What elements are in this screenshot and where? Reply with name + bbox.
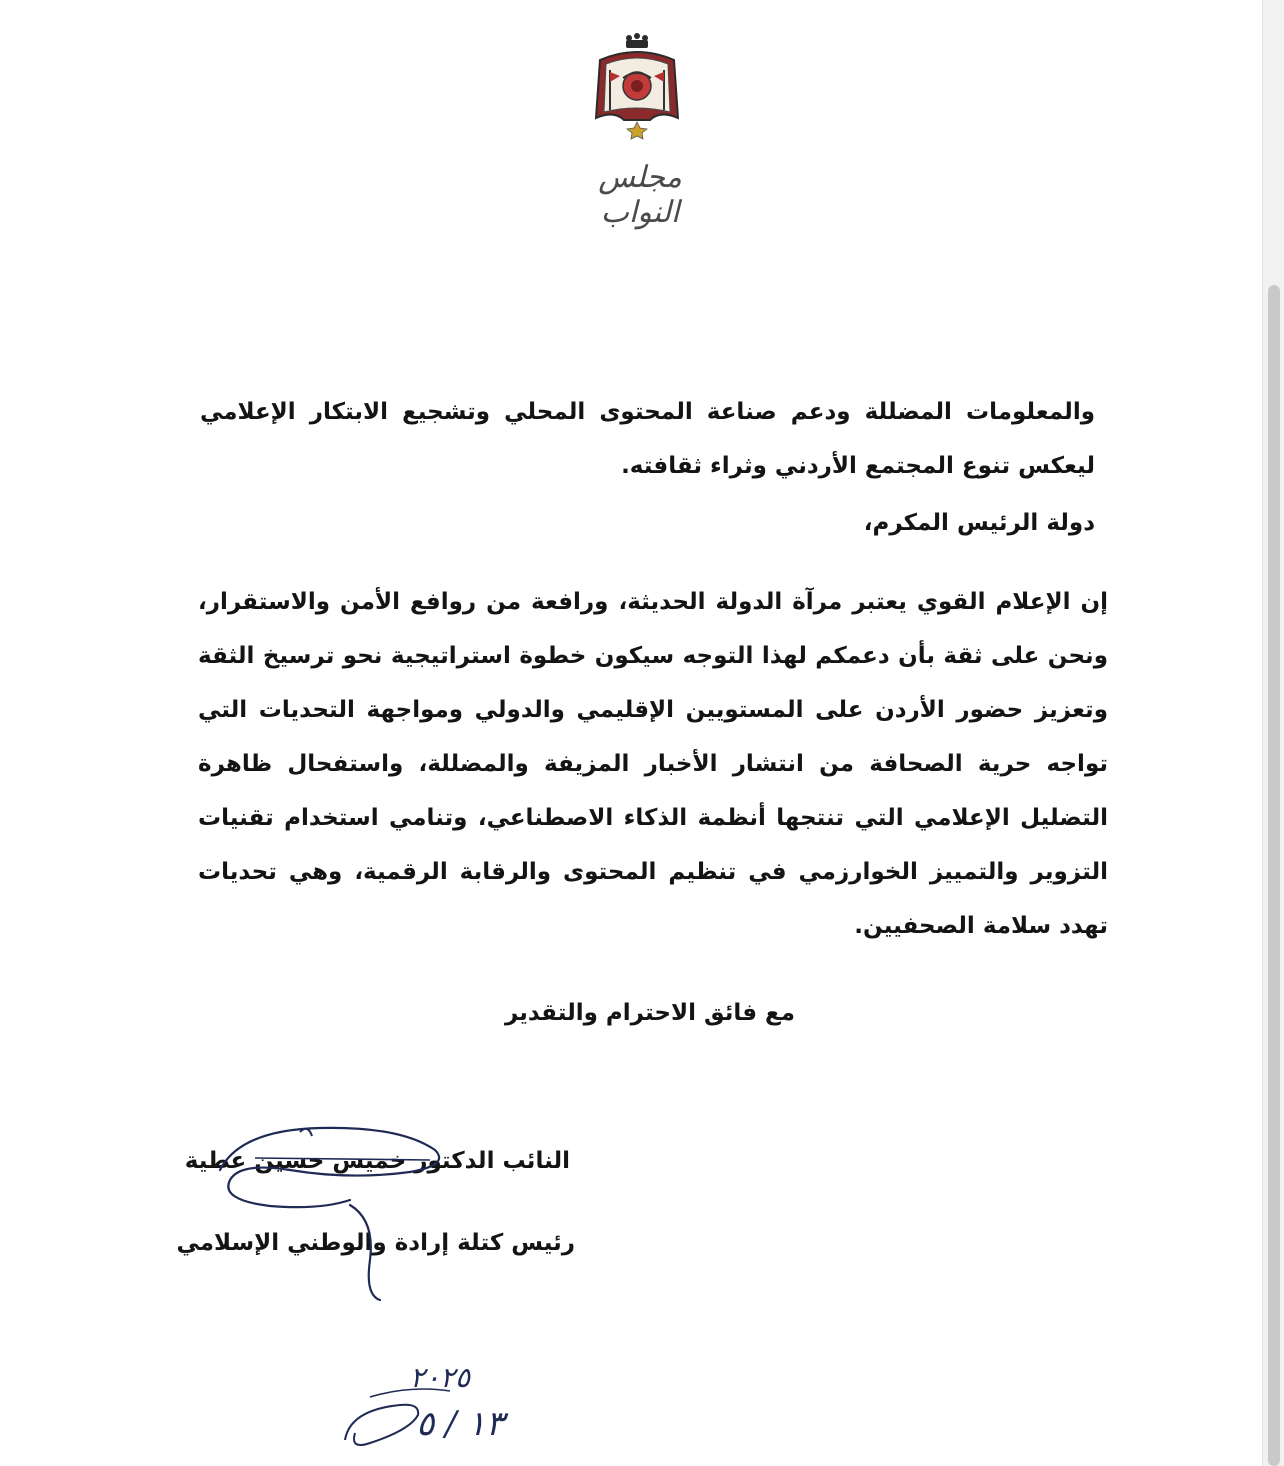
- handwritten-date-year: ٢٠٢٥: [409, 1361, 471, 1394]
- salutation: دولة الرئيس المكرم،: [863, 510, 1095, 536]
- signatory-title: رئيس كتلة إرادة والوطني الإسلامي: [176, 1230, 575, 1256]
- closing-line: مع فائق الاحترام والتقدير: [504, 1000, 795, 1026]
- scrollbar-thumb[interactable]: [1268, 285, 1280, 1466]
- vertical-scrollbar[interactable]: [1262, 0, 1284, 1466]
- council-name: مجلس النواب: [598, 160, 682, 230]
- signatory-name: النائب الدكتور خميس حسين عطية: [184, 1148, 570, 1174]
- paragraph-1: والمعلومات المضللة ودعم صناعة المحتوى المحلي وتشجيع الابتكار الإعلامي ليعكس تنوع المجتمع الأردني وثراء ثقافته.: [200, 399, 1095, 479]
- paragraph-2: إن الإعلام القوي يعتبر مرآة الدولة الحديثة، ورافعة من روافع الأمن والاستقرار، ونحن على ثقة بأن دعمكم لهذا التوجه سيكون خطوة استراتيجية نحو ترسيخ الثقة وتعزيز حضور الأردن على المستويين الإقليمي والدولي ومواجهة التحديات التي تواجه حرية الصحافة من انتشار الأخبار المزيفة والمضللة، واستفحال ظاهرة التضليل الإعلامي التي تنتجها أنظمة الذكاء الاصطناعي، وتنامي استخدام تقنيات التزوير والتمييز الخوارزمي في تنظيم المحتوى والرقابة الرقمية، وهي تحديات تهدد سلامة الصحفيين.: [198, 589, 1108, 939]
- handwritten-signature-icon: [200, 1110, 460, 1310]
- handwritten-date: [340, 1355, 540, 1455]
- jordan-coat-of-arms-icon: [590, 30, 684, 140]
- handwritten-date-day-month: ١٣ / ٥: [416, 1404, 504, 1444]
